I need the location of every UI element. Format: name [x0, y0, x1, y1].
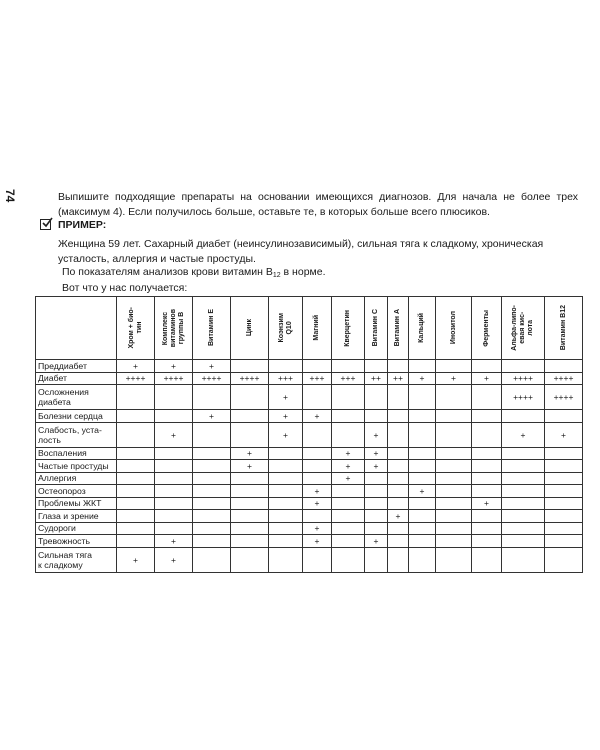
table-cell — [155, 497, 193, 510]
table-cell — [502, 410, 545, 423]
table-cell — [388, 447, 409, 460]
table-cell — [388, 535, 409, 548]
column-header-label: Витамин E — [207, 309, 215, 347]
column-header-label: Цинк — [245, 319, 253, 337]
table-cell — [332, 422, 365, 447]
table-cell — [409, 360, 436, 373]
table-cell — [193, 422, 231, 447]
table-cell — [436, 535, 472, 548]
table-cell — [155, 460, 193, 473]
table-cell — [436, 422, 472, 447]
table-row — [36, 472, 583, 485]
row-label: Сильная тяга к сладкому — [36, 547, 117, 572]
table-cell — [231, 510, 269, 523]
table-cell — [117, 472, 155, 485]
table-cell — [269, 547, 303, 572]
table-cell: + — [193, 410, 231, 423]
table-row — [36, 522, 583, 535]
table-cell — [502, 510, 545, 523]
column-header — [269, 297, 303, 360]
table-cell — [365, 547, 388, 572]
table-cell: ++++ — [117, 372, 155, 385]
column-header — [388, 297, 409, 360]
table-cell — [472, 360, 502, 373]
table-cell — [502, 535, 545, 548]
table-cell — [436, 497, 472, 510]
table-cell — [231, 422, 269, 447]
row-label: Осложнения диабета — [36, 385, 117, 410]
table-cell — [388, 485, 409, 498]
table-cell — [472, 460, 502, 473]
row-label: Воспаления — [36, 447, 117, 460]
table-cell — [303, 360, 332, 373]
table-row — [36, 422, 583, 447]
table-cell: ++ — [388, 372, 409, 385]
table-cell: + — [365, 535, 388, 548]
table-cell — [545, 410, 583, 423]
table-cell — [332, 385, 365, 410]
table-cell — [409, 535, 436, 548]
table-cell — [545, 510, 583, 523]
table-cell — [332, 360, 365, 373]
table-cell — [303, 385, 332, 410]
supplements-table — [35, 296, 583, 573]
table-cell — [472, 472, 502, 485]
table-cell — [388, 460, 409, 473]
table-cell — [303, 460, 332, 473]
table-cell — [155, 472, 193, 485]
table-cell — [365, 410, 388, 423]
table-cell — [231, 385, 269, 410]
table-cell — [388, 385, 409, 410]
table-cell: + — [388, 510, 409, 523]
table-cell — [303, 510, 332, 523]
table-cell — [269, 360, 303, 373]
table-cell — [409, 385, 436, 410]
column-header-label: Магний — [313, 315, 320, 341]
table-cell — [472, 410, 502, 423]
column-header-label: Кальций — [418, 313, 425, 343]
table-cell — [436, 447, 472, 460]
table-cell — [231, 485, 269, 498]
checkbox-checked-icon — [40, 219, 51, 230]
table-cell: +++ — [303, 372, 332, 385]
table-cell: + — [303, 497, 332, 510]
table-cell — [472, 547, 502, 572]
table-cell — [332, 547, 365, 572]
table-cell — [231, 522, 269, 535]
table-cell — [409, 422, 436, 447]
column-header-label: Ферменты — [482, 309, 490, 347]
table-cell — [193, 497, 231, 510]
row-label: Преддиабет — [36, 360, 117, 373]
table-cell: + — [231, 460, 269, 473]
table-cell: + — [155, 547, 193, 572]
column-header — [436, 297, 472, 360]
table-cell: + — [332, 460, 365, 473]
table-cell — [231, 497, 269, 510]
table-cell — [231, 547, 269, 572]
row-label: Частые простуды — [36, 460, 117, 473]
table-cell: + — [472, 497, 502, 510]
table-cell — [409, 547, 436, 572]
table-cell — [332, 522, 365, 535]
column-header-label: Коэнзим Q10 — [277, 313, 293, 343]
table-cell: + — [472, 372, 502, 385]
table-cell: + — [155, 360, 193, 373]
table-cell — [388, 422, 409, 447]
row-label: Остеопороз — [36, 485, 117, 498]
table-cell — [545, 447, 583, 460]
table-cell — [269, 447, 303, 460]
column-header-label: Витамин C — [372, 309, 379, 347]
table-row — [36, 360, 583, 373]
table-cell — [231, 410, 269, 423]
table-cell — [269, 485, 303, 498]
table-cell: ++++ — [545, 385, 583, 410]
table-cell: + — [193, 360, 231, 373]
table-cell — [472, 510, 502, 523]
table-cell — [388, 547, 409, 572]
table-cell — [231, 535, 269, 548]
table-cell: + — [332, 472, 365, 485]
table-cell: + — [303, 410, 332, 423]
table-cell — [303, 447, 332, 460]
row-label: Слабость, уста- лость — [36, 422, 117, 447]
table-cell — [193, 485, 231, 498]
table-cell — [502, 472, 545, 485]
table-cell — [472, 385, 502, 410]
table-cell — [117, 422, 155, 447]
table-cell — [117, 460, 155, 473]
table-cell — [155, 385, 193, 410]
table-cell: + — [332, 447, 365, 460]
table-row — [36, 447, 583, 460]
table-cell: ++++ — [502, 372, 545, 385]
table-cell — [472, 447, 502, 460]
table-cell — [332, 410, 365, 423]
table-cell — [117, 447, 155, 460]
table-cell — [436, 472, 472, 485]
column-header-label: Витамин B12 — [559, 305, 567, 351]
column-header — [409, 297, 436, 360]
table-cell — [502, 497, 545, 510]
table-cell — [409, 497, 436, 510]
table-cell — [502, 522, 545, 535]
table-cell: + — [303, 535, 332, 548]
table-cell: + — [269, 422, 303, 447]
instruction-text: Выпишите подходящие препараты на основании имеющихся диагнозов. Для начала не более трех (максимум 4). Если получилось больше, оставьте те, в которых больше всего плюсиков. — [58, 191, 578, 218]
column-header — [193, 297, 231, 360]
table-cell — [545, 460, 583, 473]
table-cell: +++ — [269, 372, 303, 385]
table-cell: + — [269, 410, 303, 423]
table-row — [36, 372, 583, 385]
table-cell: ++++ — [155, 372, 193, 385]
table-cell: ++++ — [502, 385, 545, 410]
table-cell — [409, 447, 436, 460]
table-row — [36, 497, 583, 510]
table-cell — [117, 535, 155, 548]
table-cell — [472, 535, 502, 548]
table-cell — [117, 522, 155, 535]
table-cell: + — [409, 372, 436, 385]
table-cell — [545, 472, 583, 485]
table-row — [36, 410, 583, 423]
table-cell — [365, 497, 388, 510]
table-cell: + — [303, 485, 332, 498]
table-cell — [436, 360, 472, 373]
table-cell — [545, 547, 583, 572]
table-cell — [332, 535, 365, 548]
example-label: ПРИМЕР: — [58, 219, 107, 231]
table-cell — [436, 485, 472, 498]
table-cell: + — [502, 422, 545, 447]
column-header — [472, 297, 502, 360]
column-header-label: Хром + био- тин — [127, 307, 143, 349]
table-cell: ++++ — [193, 372, 231, 385]
table-cell — [303, 422, 332, 447]
table-cell — [269, 510, 303, 523]
column-header — [332, 297, 365, 360]
row-label: Болезни сердца — [36, 410, 117, 423]
example-paragraph: Женщина 59 лет. Сахарный диабет (неинсулинозависимый), сильная тяга к сладкому, хроническая усталость, аллергия и частые простуды. — [58, 238, 544, 265]
table-cell — [332, 510, 365, 523]
column-header — [117, 297, 155, 360]
row-label: Глаза и зрение — [36, 510, 117, 523]
row-label: Проблемы ЖКТ — [36, 497, 117, 510]
table-cell — [332, 485, 365, 498]
table-cell — [409, 510, 436, 523]
table-cell: ++++ — [545, 372, 583, 385]
table-cell — [155, 522, 193, 535]
table-cell — [365, 385, 388, 410]
table-cell — [193, 535, 231, 548]
table-cell — [502, 447, 545, 460]
table-cell — [388, 522, 409, 535]
column-header-label: Альфа-липо- евая кис- лота — [511, 305, 534, 351]
column-header-label: Комплекс витаминов группы B — [161, 308, 185, 348]
table-cell — [409, 410, 436, 423]
table-cell — [545, 497, 583, 510]
table-cell — [436, 385, 472, 410]
page-number: 74 — [3, 189, 17, 203]
table-cell — [545, 360, 583, 373]
table-cell — [117, 410, 155, 423]
table-cell: ++ — [365, 372, 388, 385]
table-cell — [269, 522, 303, 535]
table-cell — [269, 535, 303, 548]
table-cell — [193, 522, 231, 535]
table-cell — [231, 472, 269, 485]
table-cell — [436, 522, 472, 535]
table-cell: + — [117, 360, 155, 373]
table-row — [36, 485, 583, 498]
table-cell — [155, 485, 193, 498]
table-cell — [193, 385, 231, 410]
table-cell — [117, 485, 155, 498]
table-cell — [436, 547, 472, 572]
column-header — [303, 297, 332, 360]
table-row — [36, 510, 583, 523]
table-cell — [269, 497, 303, 510]
table-cell — [436, 460, 472, 473]
table-cell — [193, 547, 231, 572]
table-cell: + — [269, 385, 303, 410]
row-label: Судороги — [36, 522, 117, 535]
table-cell — [388, 360, 409, 373]
table-cell — [472, 485, 502, 498]
table-cell — [502, 460, 545, 473]
column-header — [231, 297, 269, 360]
table-row — [36, 460, 583, 473]
column-header-label: Инозитол — [449, 311, 457, 345]
column-header-label: Витамин A — [394, 309, 401, 347]
table-cell — [193, 510, 231, 523]
table-cell — [117, 497, 155, 510]
table-cell — [231, 360, 269, 373]
table-cell: + — [117, 547, 155, 572]
table-cell — [436, 510, 472, 523]
table-cell — [436, 410, 472, 423]
table-cell — [409, 522, 436, 535]
table-cell — [388, 497, 409, 510]
table-cell — [193, 447, 231, 460]
table-cell: + — [155, 535, 193, 548]
table-cell — [502, 547, 545, 572]
table-cell — [409, 472, 436, 485]
table-cell — [545, 535, 583, 548]
table-cell — [472, 522, 502, 535]
table-cell — [365, 522, 388, 535]
table-cell — [365, 360, 388, 373]
table-cell — [332, 497, 365, 510]
column-header-label: Кверцетин — [344, 309, 351, 347]
table-cell — [409, 460, 436, 473]
table-row — [36, 535, 583, 548]
column-header — [365, 297, 388, 360]
table-cell: + — [365, 422, 388, 447]
table-cell — [303, 547, 332, 572]
table-cell: + — [231, 447, 269, 460]
column-header — [545, 297, 583, 360]
table-cell: + — [303, 522, 332, 535]
header-corner — [36, 297, 117, 360]
table-cell: + — [365, 460, 388, 473]
table-cell — [472, 422, 502, 447]
table-cell — [365, 472, 388, 485]
row-label: Аллергия — [36, 472, 117, 485]
table-cell — [388, 410, 409, 423]
row-label: Тревожность — [36, 535, 117, 548]
column-header — [502, 297, 545, 360]
table-cell — [545, 522, 583, 535]
table-cell — [303, 472, 332, 485]
table-cell — [269, 472, 303, 485]
table-cell — [502, 360, 545, 373]
table-cell — [193, 460, 231, 473]
row-label: Диабет — [36, 372, 117, 385]
vitamin-b12-note: По показателям анализов крови витамин $B_{12}$ в норме. — [62, 266, 326, 279]
table-cell: + — [409, 485, 436, 498]
table-cell — [388, 472, 409, 485]
result-intro: Вот что у нас получается: — [62, 282, 188, 294]
column-header — [155, 297, 193, 360]
table-cell: + — [155, 422, 193, 447]
table-row — [36, 385, 583, 410]
table-row — [36, 547, 583, 572]
table-cell: + — [365, 447, 388, 460]
table-cell — [155, 410, 193, 423]
table-cell: ++++ — [231, 372, 269, 385]
table-cell — [117, 385, 155, 410]
table-cell — [545, 485, 583, 498]
table-cell: + — [436, 372, 472, 385]
table-cell — [155, 510, 193, 523]
table-cell — [365, 510, 388, 523]
table-cell: +++ — [332, 372, 365, 385]
table-cell — [365, 485, 388, 498]
table-cell — [117, 510, 155, 523]
table-cell: + — [545, 422, 583, 447]
table-cell — [269, 460, 303, 473]
table-cell — [193, 472, 231, 485]
table-cell — [502, 485, 545, 498]
table-cell — [155, 447, 193, 460]
